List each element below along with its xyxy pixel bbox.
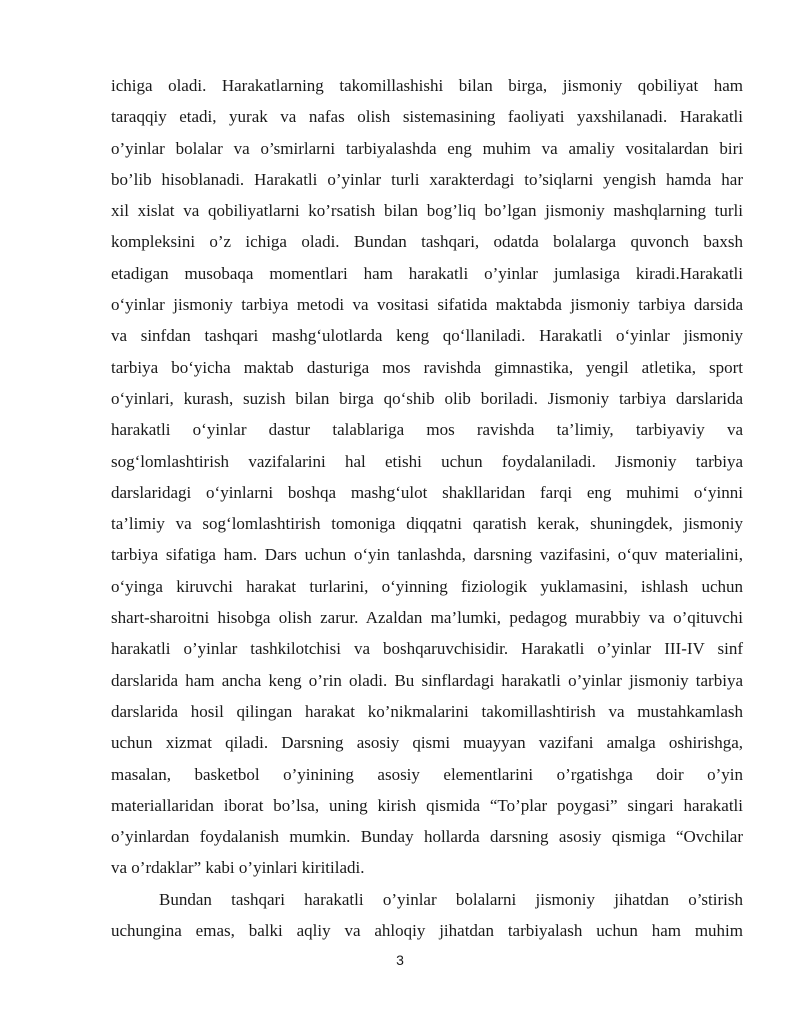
- text-line: darslarida hosil qilingan harakat ko’nikmalarini takomillashtirish va mustahkamlash: [111, 701, 743, 721]
- text-line: ta’limiy va sog‘lomlashtirish tomoniga diqqatni qaratish kerak, shuningdek, jismoniy: [111, 514, 743, 534]
- text-line: tarbiya sifatiga ham. Dars uchun o‘yin tanlashda, darsning vazifasini, o‘quv materialini,: [111, 545, 743, 565]
- text-line: va sinfdan tashqari mashg‘ulotlarda keng qo‘llaniladi. Harakatli o‘yinlar jismoniy: [111, 326, 743, 346]
- text-line: uchun xizmat qiladi. Darsning asosiy qismi muayyan vazifani amalga oshirishga,: [111, 733, 743, 753]
- text-line: ichiga oladi. Harakatlarning takomillashishi bilan birga, jismoniy qobiliyat ham: [111, 76, 743, 95]
- text-line: o‘yinlari, kurash, suzish bilan birga qo‘shib olib boriladi. Jismoniy tarbiya darslarida: [111, 388, 743, 408]
- text-line: shart-sharoitni hisobga olish zarur. Azaldan ma’lumki, pedagog murabbiy va o’qituvchi: [111, 608, 743, 628]
- text-line: o’yinlardan foydalanish mumkin. Bunday hollarda darsning asosiy qismiga “Ovchilar: [111, 827, 743, 847]
- text-line: o’yinlar bolalar va o’smirlarni tarbiyalashda eng muhim va amaliy vositalardan biri: [111, 138, 743, 158]
- text-line: darslarida ham ancha keng o’rin oladi. Bu sinflardagi harakatli o’yinlar jismoniy tarbiya: [111, 670, 743, 690]
- text-line: kompleksini o’z ichiga oladi. Bundan tashqari, odatda bolalarga quvonch baxsh: [111, 232, 743, 252]
- text-line: o‘yinlar jismoniy tarbiya metodi va vositasi sifatida maktabda jismoniy tarbiya darsida: [111, 295, 743, 315]
- paragraph-start-line: Bundan tashqari harakatli o’yinlar bolalarni jismoniy jihatdan o’stirish: [159, 889, 743, 909]
- text-line: uchungina emas, balki aqliy va ahloqiy jihatdan tarbiyalash uchun ham muhim: [111, 921, 743, 941]
- text-line: darslaridagi o‘yinlarni boshqa mashg‘ulot shakllaridan farqi eng muhimi o‘yinni: [111, 482, 743, 502]
- text-line: harakatli o’yinlar tashkilotchisi va boshqaruvchisidir. Harakatli o’yinlar III-IV sinf: [111, 639, 743, 659]
- text-line: bo’lib hisoblanadi. Harakatli o’yinlar turli xarakterdagi to’siqlarni yengish hamda har: [111, 169, 743, 189]
- page-number: 3: [396, 952, 404, 968]
- text-line: harakatli o‘yinlar dastur talablariga mos ravishda ta’limiy, tarbiyaviy va: [111, 420, 743, 440]
- paragraph-end-line: va o’rdaklar” kabi o’yinlari kiritiladi.: [111, 858, 365, 878]
- text-line: etadigan musobaqa momentlari ham harakatli o’yinlar jumlasiga kiradi.Harakatli: [111, 263, 743, 283]
- text-line: tarbiya bo‘yicha maktab dasturiga mos ravishda gimnastika, yengil atletika, sport: [111, 357, 743, 377]
- body-text: [111, 70, 743, 946]
- text-line: taraqqiy etadi, yurak va nafas olish sistemasining faoliyati yaxshilanadi. Harakatli: [111, 107, 743, 127]
- text-line: masalan, basketbol o’yinining asosiy elementlarini o’rgatishga doir o’yin: [111, 764, 743, 784]
- text-line: materiallaridan iborat bo’lsa, uning kirish qismida “To’plar poygasi” singari harakatli: [111, 795, 743, 815]
- text-line: xil xislat va qobiliyatlarni ko’rsatish bilan bog’liq bo’lgan jismoniy mashqlarning turli: [111, 201, 743, 221]
- text-line: sog‘lomlashtirish vazifalarini hal etishi uchun foydalaniladi. Jismoniy tarbiya: [111, 451, 743, 471]
- text-line: o‘yinga kiruvchi harakat turlarini, o‘yinning fiziologik yuklamasini, ishlash uchun: [111, 576, 743, 596]
